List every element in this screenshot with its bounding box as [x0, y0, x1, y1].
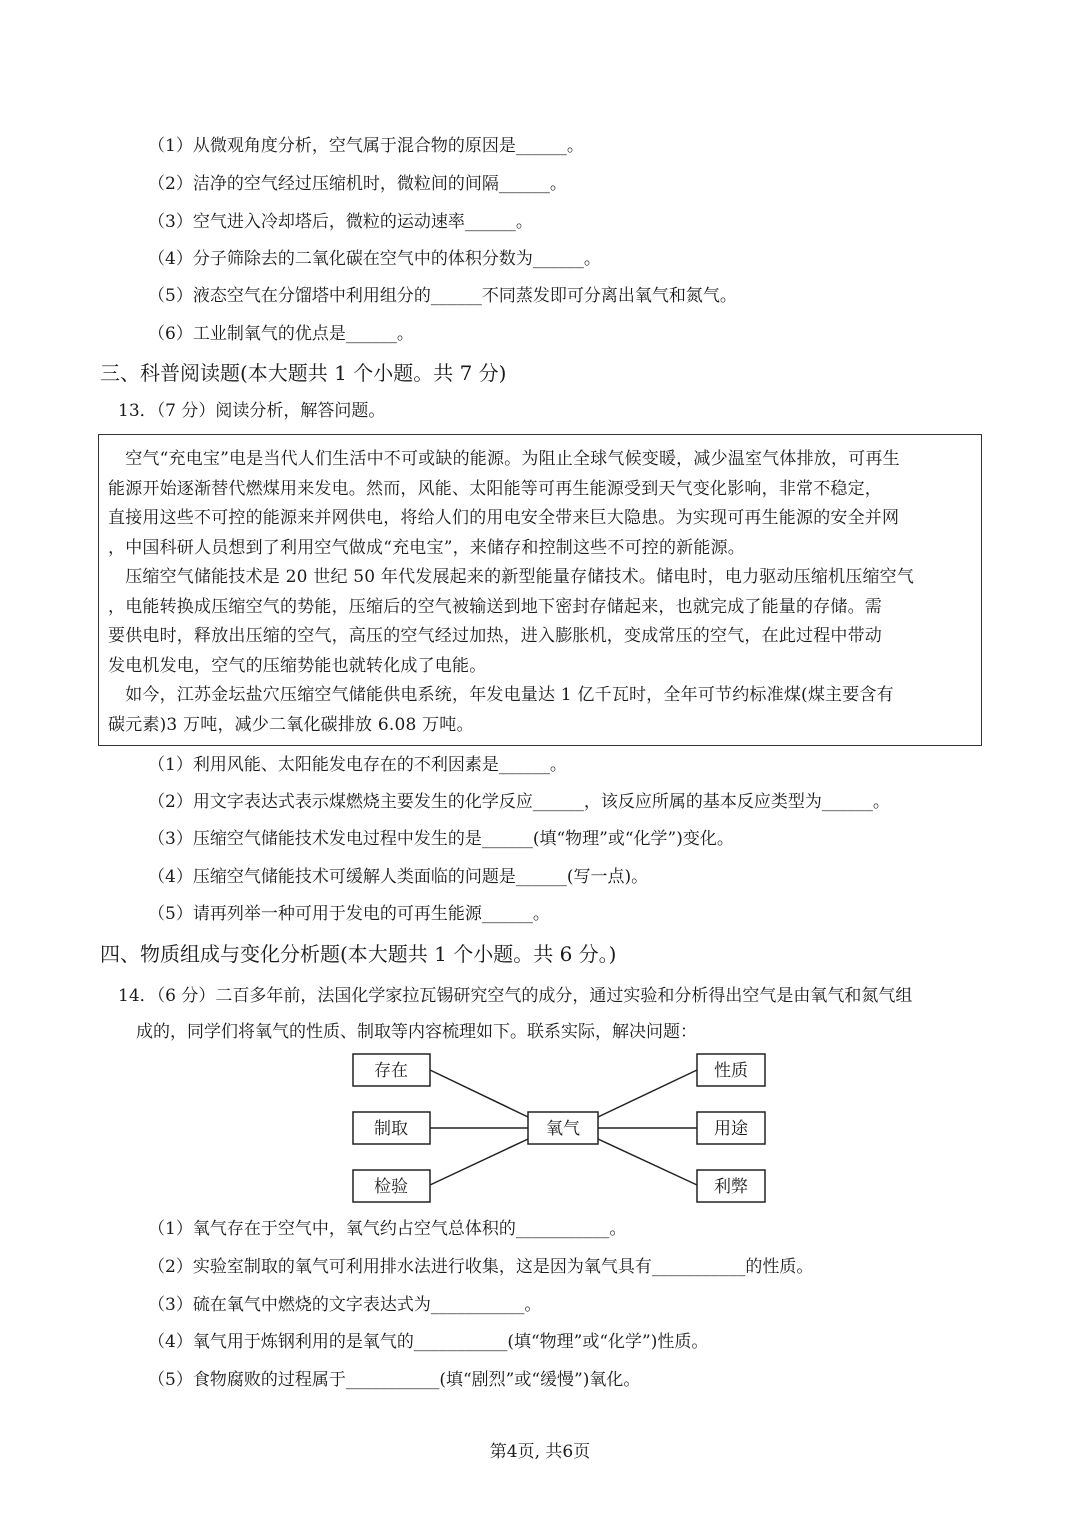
diagram-label: 用途	[714, 1119, 748, 1139]
q13-sub5: （5）请再列举一种可用于发电的可再生能源______。	[148, 904, 550, 924]
passage-line: 空气“充电宝”电是当代人们生活中不可或缺的能源。为阻止全球气候变暖，减少温室气体排放，可再生	[108, 449, 900, 469]
diagram-label: 制取	[374, 1119, 408, 1139]
section3-heading: 三、科普阅读题(本大题共 1 个小题。共 7 分)	[100, 361, 507, 385]
passage-line: 发电机发电，空气的压缩势能也就转化成了电能。	[108, 656, 487, 676]
q12-sub5: （5）液态空气在分馏塔中利用组分的______不同蒸发即可分离出氧气和氮气。	[148, 286, 737, 306]
q13-sub2: （2）用文字表达式表示煤燃烧主要发生的化学反应______，该反应所属的基本反应类型为______。	[148, 792, 890, 812]
q13-sub4: （4）压缩空气储能技术可缓解人类面临的问题是______(写一点)。	[148, 867, 649, 887]
passage-line: 碳元素)3 万吨，减少二氧化碳排放 6.08 万吨。	[108, 715, 474, 735]
diagram-label: 性质	[714, 1061, 748, 1081]
q14-intro-line1: 14．（6 分）二百多年前，法国化学家拉瓦锡研究空气的成分，通过实验和分析得出空气是由氧气和氮气组	[118, 986, 913, 1006]
passage-line: 要供电时，释放出压缩的空气，高压的空气经过加热，进入膨胀机，变成常压的空气，在此过程中带动	[108, 626, 882, 646]
q14-sub3: （3）硫在氧气中燃烧的文字表达式为___________。	[148, 1295, 542, 1315]
diagram-label: 利弊	[714, 1177, 748, 1197]
passage-line: 压缩空气储能技术是 20 世纪 50 年代发展起来的新型能量存储技术。储电时，电力驱动压缩机压缩空气	[108, 567, 915, 587]
passage-line: 直接用这些不可控的能源来并网供电，将给人们的用电安全带来巨大隐患。为实现可再生能源的安全并网	[108, 508, 900, 528]
passage-line: 如今，江苏金坛盐穴压缩空气储能供电系统，年发电量达 1 亿千瓦时，全年可节约标准煤(煤主要含有	[108, 685, 894, 705]
q13-intro: 13．（7 分）阅读分析，解答问题。	[118, 401, 386, 421]
diagram-center-label: 氧气	[546, 1119, 580, 1139]
q14-sub5: （5）食物腐败的过程属于___________(填“剧烈”或“缓慢”)氧化。	[148, 1370, 641, 1390]
q14-sub1: （1）氧气存在于空气中，氧气约占空气总体积的___________。	[148, 1219, 627, 1239]
q13-sub3: （3）压缩空气储能技术发电过程中发生的是______(填“物理”或“化学”)变化。	[148, 829, 734, 849]
passage-line: ，中国科研人员想到了利用空气做成“充电宝”，来储存和控制这些不可控的新能源。	[108, 538, 745, 558]
section4-heading: 四、物质组成与变化分析题(本大题共 1 个小题。共 6 分。)	[100, 942, 617, 966]
q14-sub2: （2）实验室制取的氧气可利用排水法进行收集，这是因为氧气具有___________的性质。	[148, 1257, 814, 1277]
passage-line: ，电能转换成压缩空气的势能，压缩后的空气被输送到地下密封存储起来，也就完成了能量的存储。需	[108, 597, 882, 617]
q12-sub3: （3）空气进入冷却塔后，微粒的运动速率______。	[148, 212, 533, 232]
q12-sub4: （4）分子筛除去的二氧化碳在空气中的体积分数为______。	[148, 249, 601, 269]
page-footer: 第4页, 共6页	[489, 1442, 591, 1462]
q14-intro-line2: 成的，同学们将氧气的性质、制取等内容梳理如下。联系实际，解决问题：	[136, 1022, 697, 1042]
q12-sub6: （6）工业制氧气的优点是______。	[148, 324, 414, 344]
q12-sub2: （2）洁净的空气经过压缩机时，微粒间的间隔______。	[148, 174, 567, 194]
diagram-label: 存在	[374, 1061, 408, 1081]
q14-sub4: （4）氧气用于炼钢利用的是氧气的___________(填“物理”或“化学”)性质。	[148, 1332, 709, 1352]
diagram-label: 检验	[374, 1177, 408, 1197]
passage-line: 能源开始逐渐替代燃煤用来发电。然而，风能、太阳能等可再生能源受到天气变化影响，非常不稳定，	[108, 479, 882, 499]
q12-sub1: （1）从微观角度分析，空气属于混合物的原因是______。	[148, 136, 584, 156]
q13-sub1: （1）利用风能、太阳能发电存在的不利因素是______。	[148, 755, 567, 775]
